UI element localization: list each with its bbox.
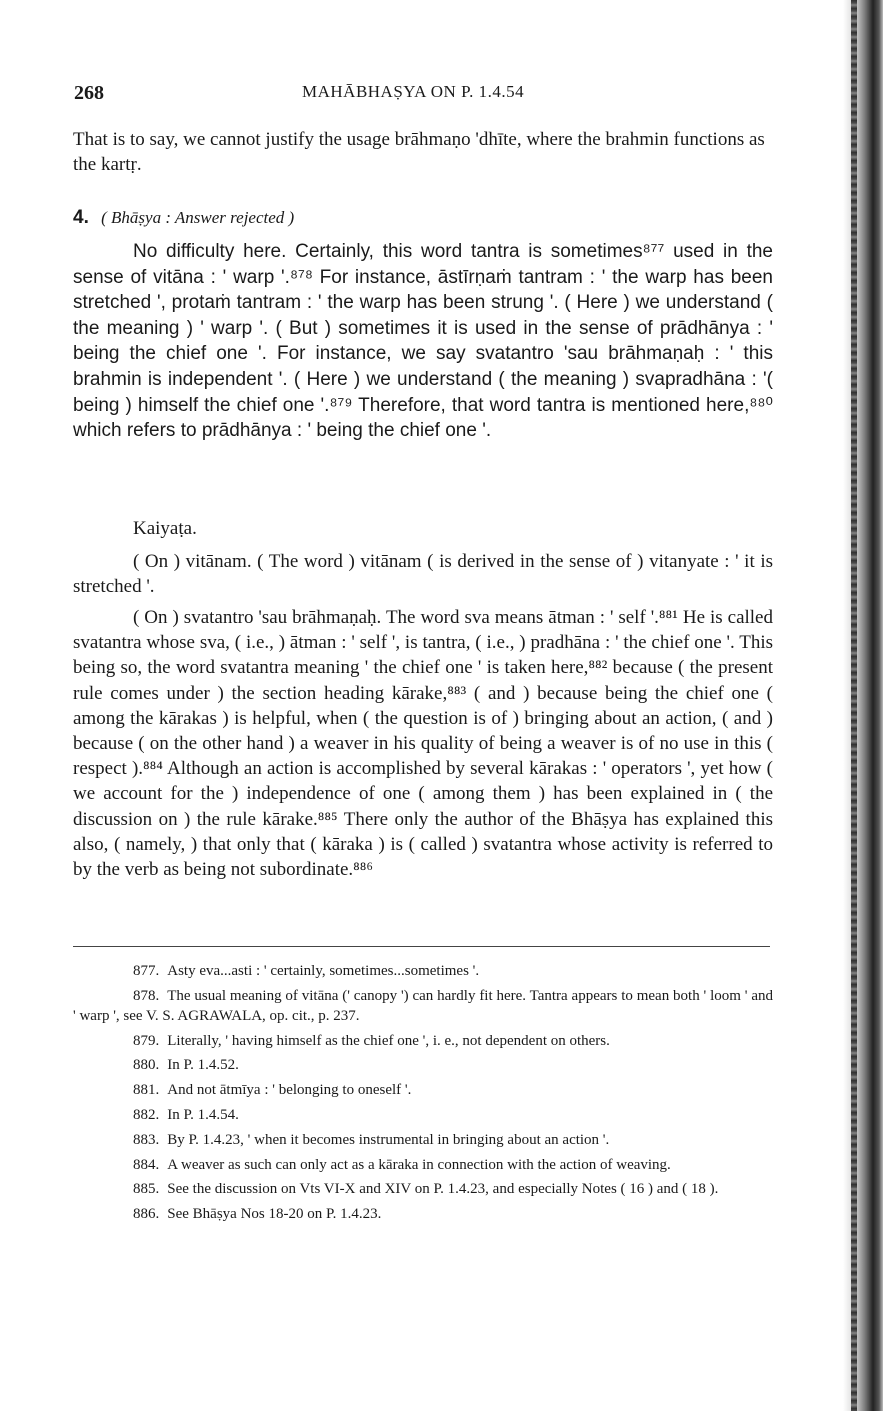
section-body <box>73 239 773 444</box>
book-spine-edge <box>851 0 857 1411</box>
footnote-item: 879. Literally, ' having himself as the chief one ', i. e., not dependent on others. <box>133 1032 610 1049</box>
footnote-item: 885. See the discussion on Vts VI-X and XIV on P. 1.4.23, and especially Notes ( 16 ) and ( 18 ). <box>133 1181 719 1198</box>
book-spine-shadow <box>843 0 883 1411</box>
section-number: 4. <box>73 207 89 228</box>
kaiyata-paragraph-2-text: ( On ) svatantro 'sau brāhmaṇaḥ. The word sva means ātman : ' self '.⁸⁸¹ He is called svatantra whose sva, ( i.e., ) ātman : ' self ', is tantra, ( i.e., ) pradhāna : ' the chief one '. This being so, the word svatantra meaning ' the chief one ' is taken here,⁸⁸² because ( the present rule comes under ) the section heading kārake,⁸⁸³ ( and ) because being the chief one ( among the kārakas ) is helpful, when ( the question is of ) bringing about an action, ( and ) because ( on the other hand ) a weaver in his quality of being a weaver is of no use in this ( respect ).⁸⁸⁴ Although an action is accomplished by several kārakas : ' operators ', yet how ( we account for the ) independence of one ( among them ) has been explained in ( the discussion on ) the rule kārake.⁸⁸⁵ There only the author of the Bhāṣya has explained this also, ( namely, ) that only that ( kāraka ) is ( called ) svatantra whose activity is referred to by the verb as being not subordinate.⁸⁸⁶ <box>73 607 773 881</box>
kaiyata-paragraph-1-text: ( On ) vitānam. ( The word ) vitānam ( is derived in the sense of ) vitanyate : ' it is stretched '. <box>73 551 773 598</box>
footnote-divider <box>73 946 770 947</box>
page-header <box>74 82 774 108</box>
kaiyata-label: Kaiyaṭa. <box>133 518 197 539</box>
footnote-item: 877. Asty eva...asti : ' certainly, sometimes...sometimes '. <box>133 963 480 979</box>
kaiyata-paragraph-1 <box>73 549 773 600</box>
footnote-item: 884. A weaver as such can only act as a kāraka in connection with the action of weaving. <box>133 1156 671 1173</box>
footnote-item: 886. See Bhāṣya Nos 18-20 on P. 1.4.23. <box>133 1206 382 1223</box>
footnotes <box>73 961 773 1229</box>
footnote-item: 883. By P. 1.4.23, ' when it becomes instrumental in bringing about an action '. <box>133 1131 610 1148</box>
running-title: MAHĀBHAṢYA ON P. 1.4.54 <box>302 82 525 101</box>
footnote-item: 882. In P. 1.4.54. <box>133 1106 239 1123</box>
footnote-item: 880. In P. 1.4.52. <box>133 1057 239 1074</box>
section-heading <box>73 207 773 229</box>
footnote-item: 881. And not ātmīya : ' belonging to oneself '. <box>133 1082 412 1099</box>
section-title: ( Bhāṣya : Answer rejected ) <box>101 208 295 227</box>
page-number: 268 <box>74 82 104 104</box>
kaiyata-paragraph-2 <box>73 605 773 882</box>
section-body-text: No difficulty here. Certainly, this word tantra is sometimes⁸⁷⁷ used in the sense of vitāna : ' warp '.⁸⁷⁸ For instance, āstīrṇaṁ tantram : ' the warp has been stretched ', protaṁ tantram : ' the warp has been strung '. ( Here ) we understand ( the meaning ) ' warp '. ( But ) sometimes it is used in the sense of prādhānya : ' being the chief one '. For instance, we say svatantro 'sau brāhmaṇaḥ : ' this brahmin is independent '. ( Here ) we understand ( the meaning ) svapradhāna : '( being ) himself the chief one '.⁸⁷⁹ Therefore, that word tantra is mentioned here,⁸⁸⁰ which refers to prādhānya : ' being the chief one '. <box>73 241 773 442</box>
footnote-item: 878. The usual meaning of vitāna (' canopy ') can hardly fit here. Tantra appears to mean both ' loom ' and ' warp ', see V. S. AGRAWALA, op. cit., p. 237. <box>73 987 773 1024</box>
intro-paragraph: That is to say, we cannot justify the usage brāhmaṇo 'dhīte, where the brahmin functions as the kartṛ. <box>73 129 765 175</box>
